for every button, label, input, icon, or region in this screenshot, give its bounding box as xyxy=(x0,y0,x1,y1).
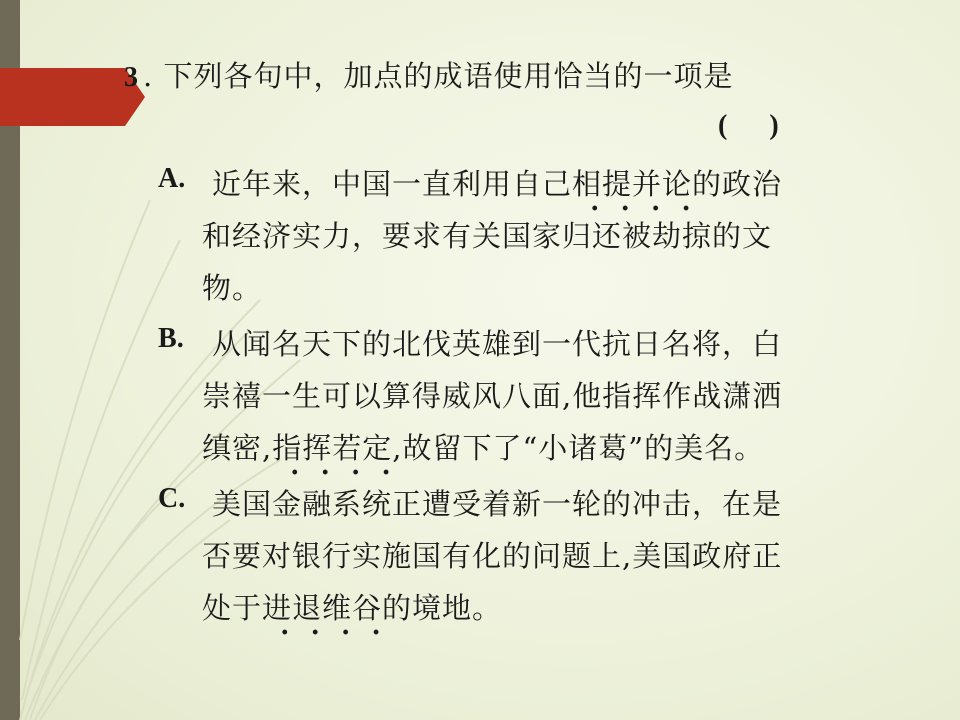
option-b-idiom: 指挥若定 xyxy=(272,431,393,465)
option-c-idiom: 进退维谷 xyxy=(262,591,383,625)
option-c-label: C. xyxy=(158,483,186,514)
option-a-line-3: 物。 xyxy=(202,271,263,305)
option-a-idiom: 相提并论 xyxy=(572,167,693,201)
option-b-line-2: 崇禧一生可以算得威风八面,他指挥作战潇洒 xyxy=(202,379,783,413)
question-text: 下列各句中，加点的成语使用恰当的一项是 xyxy=(163,59,734,93)
question-number-dot: . xyxy=(143,59,154,93)
answer-parentheses: ( ) xyxy=(718,110,779,141)
option-c-line-1: 美国金融系统正遭受着新一轮的冲击，在是 xyxy=(212,487,783,521)
option-c-line-3: 处于进退维谷的境地。 xyxy=(202,591,503,625)
question-stem xyxy=(124,54,733,95)
question-number: 3 xyxy=(124,62,139,93)
option-a-line-2: 和经济实力，要求有关国家归还被劫掠的文 xyxy=(202,219,773,253)
option-b-line-3: 缜密,指挥若定,故留下了“小诸葛”的美名。 xyxy=(202,431,765,465)
option-b-label: B. xyxy=(158,323,184,354)
option-b-line-1: 从闻名天下的北伐英雄到一代抗日名将，白 xyxy=(212,327,783,361)
option-c-line-2: 否要对银行实施国有化的问题上,美国政府正 xyxy=(202,539,783,573)
option-a-line-1: 近年来，中国一直利用自己相提并论的政治 xyxy=(212,167,783,201)
option-a-label: A. xyxy=(158,163,186,194)
